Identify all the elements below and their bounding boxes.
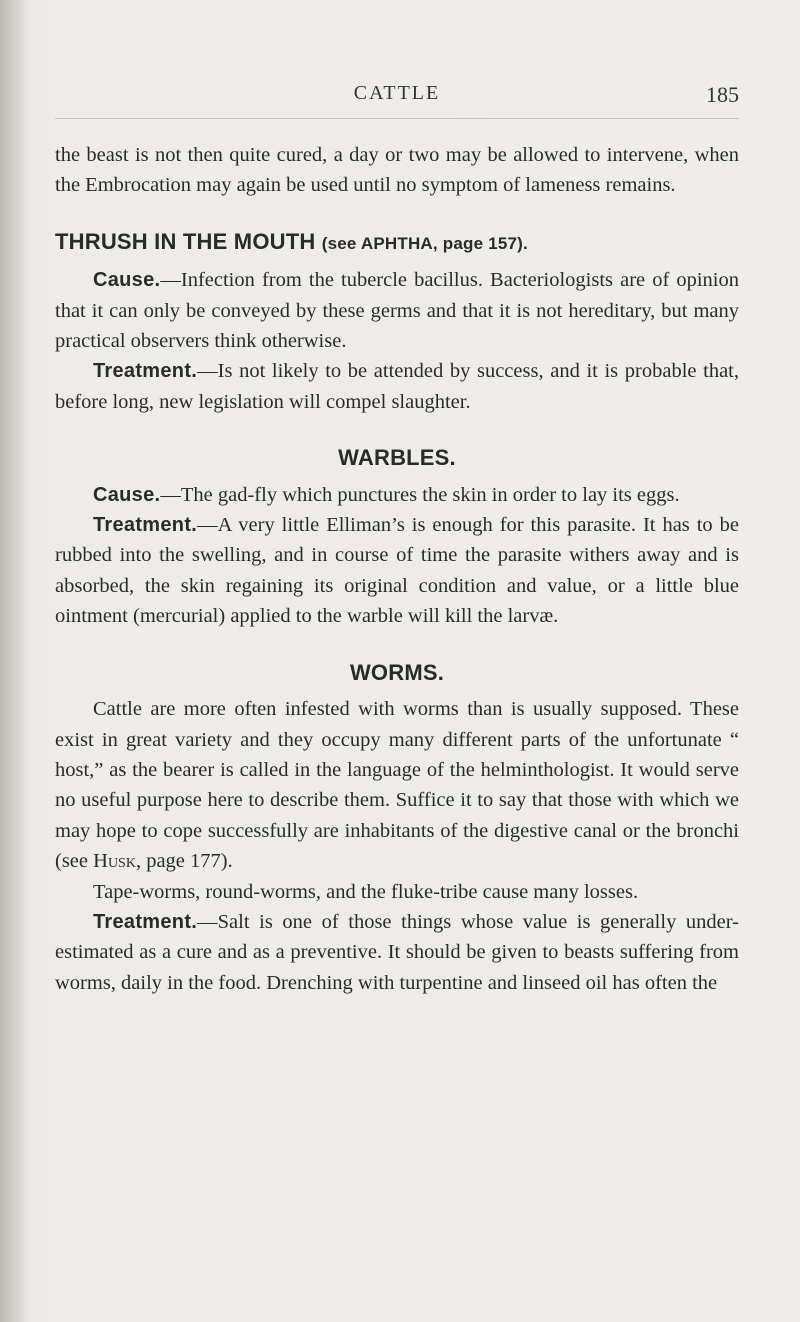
thrush-treatment-paragraph <box>55 356 739 417</box>
thrush-cross-reference: (see APHTHA, page 157). <box>321 233 528 253</box>
worms-intro-text: Cattle are more often infested with worms than is usually supposed. These exist in great variety and they occupy many different parts of the unfortunate “ host,” as the bearer is called in the language of the helminthologist. It would serve no useful purpose here to describe them. Suffice it to say that those with which we may hope to cope successfully are inhabitants of the digestive canal or the bronchi (see <box>55 698 739 873</box>
warbles-cause-paragraph <box>55 480 739 510</box>
binding-gutter-shadow <box>0 0 26 1322</box>
warbles-treatment-paragraph <box>55 510 739 632</box>
worms-treatment-text: —Salt is one of those things whose value is generally under-estimated as a cure and as a preventive. It should be given to beasts suffering from worms, daily in the food. Drenching with turpentine and linseed oil has often the <box>55 910 739 994</box>
husk-cross-reference: Husk <box>93 850 136 873</box>
worms-losses-paragraph: Tape-worms, round-worms, and the fluke-tribe cause many losses. <box>93 880 639 903</box>
thrush-heading: THRUSH IN THE MOUTH <box>55 228 316 254</box>
worms-treatment-paragraph <box>55 907 739 998</box>
running-title: CATTLE <box>353 82 441 104</box>
worms-intro-text-end: , page 177). <box>135 850 233 873</box>
warbles-cause-text: —The gad-fly which punctures the skin in order to lay its eggs. <box>160 483 680 506</box>
warbles-treatment-label: Treatment. <box>93 514 198 537</box>
section-title-worms: WORMS. <box>349 659 445 685</box>
thrush-cause-label: Cause. <box>93 269 161 292</box>
thrush-treatment-label: Treatment. <box>93 360 198 383</box>
worms-treatment-label: Treatment. <box>93 910 198 933</box>
body-text <box>55 140 739 998</box>
thrush-cause-paragraph <box>55 265 739 356</box>
continuation-paragraph: the beast is not then quite cured, a day or two may be allowed to intervene, when the Embrocation may again be used until no symptom of lameness remains. <box>55 144 739 197</box>
warbles-cause-label: Cause. <box>93 483 161 506</box>
page-number: 185 <box>706 82 739 107</box>
section-title-thrush <box>55 227 739 259</box>
header-rule <box>55 118 739 119</box>
thrush-treatment-text: —Is not likely to be attended by success, and it is probable that, before long, new legislation will compel slaughter. <box>55 360 739 413</box>
warbles-treatment-text: —A very little Elliman’s is enough for this parasite. It has to be rubbed into the swelling, and in course of time the parasite withers away and is absorbed, the skin regaining its original condition and value, or a little blue ointment (mercurial) applied to the warble will kill the larvæ. <box>55 514 739 628</box>
running-head <box>55 82 739 112</box>
section-title-warbles: WARBLES. <box>338 445 456 471</box>
worms-intro-paragraph <box>55 694 739 876</box>
thrush-cause-text: —Infection from the tubercle bacillus. Bacteriologists are of opinion that it can only be conveyed by these germs and that it is not hereditary, but many practical observers think otherwise. <box>55 269 739 353</box>
